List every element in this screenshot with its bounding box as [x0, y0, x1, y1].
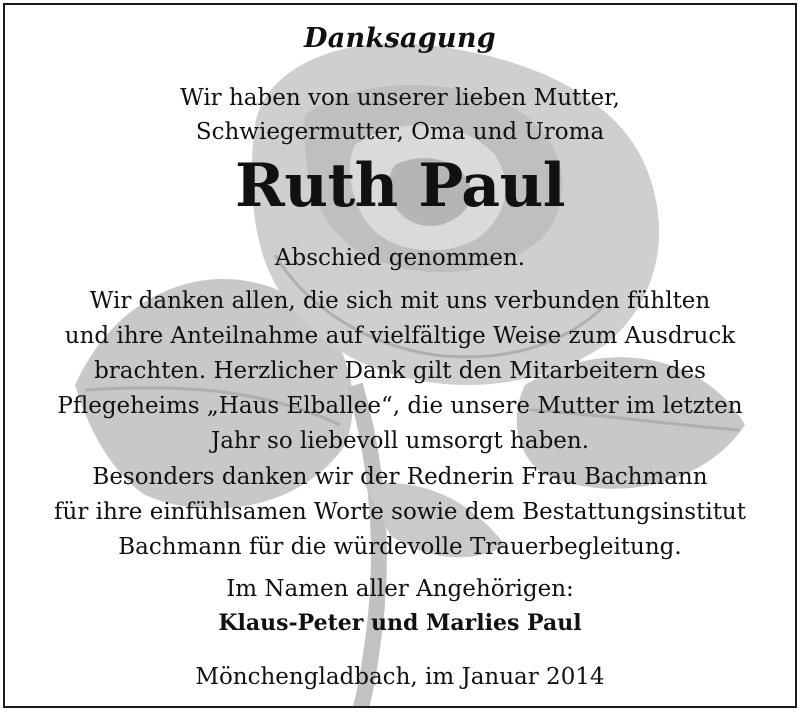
thanks-line: Wir danken allen, die sich mit uns verbunden fühlten	[89, 288, 711, 314]
on-behalf-text: Im Namen aller Angehörigen:	[226, 576, 574, 602]
thanks-line: Jahr so liebevoll umsorgt haben.	[210, 428, 590, 454]
notice-title: Danksagung	[304, 23, 496, 54]
thanks-paragraph	[5, 284, 795, 459]
intro-text	[5, 81, 795, 149]
deceased-name: Ruth Paul	[234, 151, 565, 221]
intro-line: Schwiegermutter, Oma und Uroma	[195, 119, 605, 145]
special-thanks-line: Besonders danken wir der Rednerin Frau Bachmann	[92, 464, 708, 490]
special-thanks-paragraph	[5, 460, 795, 565]
thanks-line: brachten. Herzlicher Dank gilt den Mitarbeitern des	[94, 358, 706, 384]
farewell-text: Abschied genommen.	[274, 245, 526, 271]
special-thanks-line: für ihre einfühlsamen Worte sowie dem Bestattungsinstitut	[54, 499, 746, 525]
obituary-notice	[3, 3, 797, 708]
thanks-line: Pflegeheims „Haus Elballee“, die unsere Mutter im letzten	[57, 393, 743, 419]
special-thanks-line: Bachmann für die würdevolle Trauerbegleitung.	[118, 534, 682, 560]
intro-line: Wir haben von unserer lieben Mutter,	[180, 85, 620, 111]
place-date: Mönchengladbach, im Januar 2014	[195, 664, 605, 690]
signers-names: Klaus-Peter und Marlies Paul	[218, 610, 582, 636]
thanks-line: und ihre Anteilnahme auf vielfältige Weise zum Ausdruck	[64, 323, 736, 349]
